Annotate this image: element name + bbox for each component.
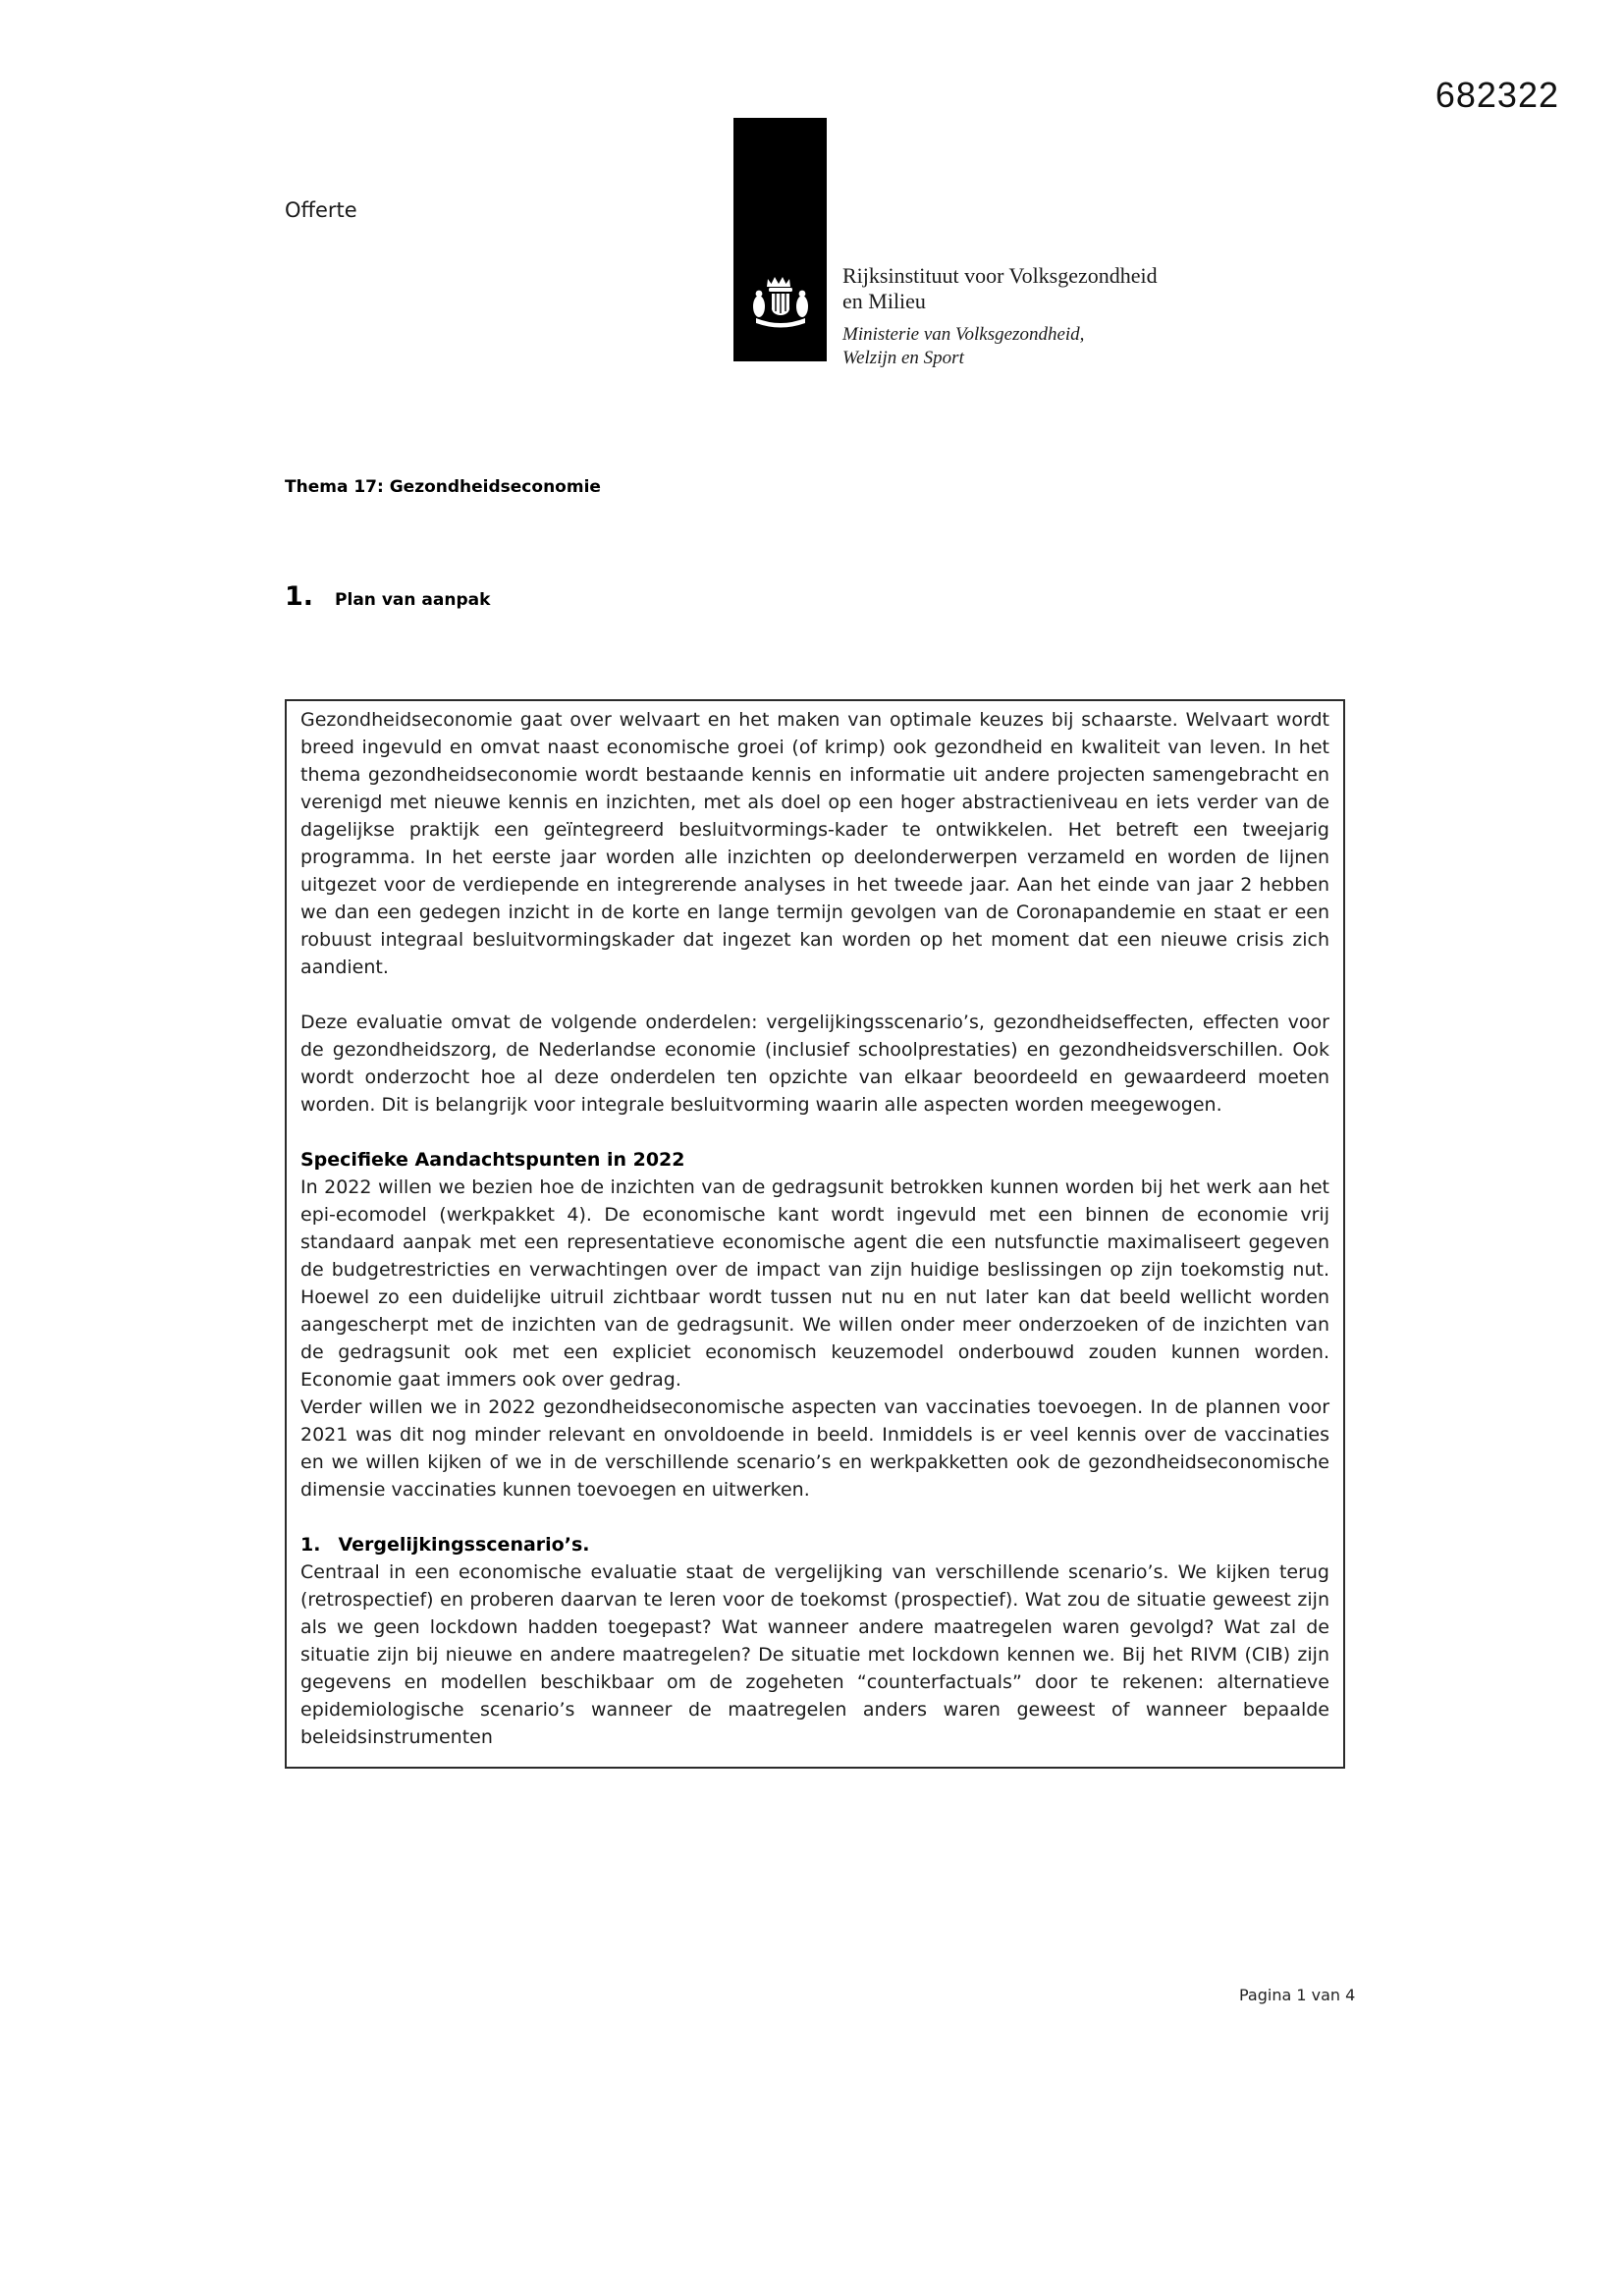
ministry-name-line2: Welzijn en Sport [842, 348, 964, 368]
body-paragraph-evaluatie: Deze evaluatie omvat de volgende onderdelen: vergelijkingsscenario’s, gezondheidseffecten, effecten voor de gezondheidszorg, de Nederlandse economie (inclusief schoolprestaties) en gezondheidsverschillen. Ook wordt onderzocht hoe al deze onderdelen ten opzichte van elkaar beoordeeld en gewaardeerd moeten worden. Dit is belangrijk voor integrale besluitvorming waarin alle aspecten worden meegewogen. [300, 1011, 1329, 1116]
rijksoverheid-logo-bar [733, 118, 827, 361]
ministry-name-line1: Ministerie van Volksgezondheid, [842, 324, 1085, 345]
subheading-aandachtspunten: Specifieke Aandachtspunten in 2022 [300, 1149, 685, 1171]
subheading-number: 1. [300, 1534, 321, 1556]
logo-text [827, 118, 1158, 370]
subheading-vergelijkingsscenarios [300, 1531, 1329, 1558]
rivm-logo [733, 118, 1158, 370]
org-name-line1: Rijksinstituut voor Volksgezondheid [842, 263, 1158, 288]
body-paragraph-scenarios: Centraal in een economische evaluatie staat de vergelijking van verschillende scenario’s. We kijken terug (retrospectief) en proberen daarvan te leren voor de toekomst (prospectief). Wat zou de situatie geweest zijn als we geen lockdown hadden toegepast? Wat wanneer andere maatregelen waren gevolgd? Wat zal de situatie zijn bij nieuwe en andere maatregelen? De situatie met lockdown kennen we. Bij het RIVM (CIB) zijn gegevens en modellen beschikbaar om de zogeheten “counterfactuals” door te rekenen: alternatieve epidemiologische scenario’s wanneer de maatregelen anders waren geweest of wanneer bepaalde beleidsinstrumenten [300, 1561, 1329, 1748]
section-number: 1. [285, 581, 314, 612]
body-paragraph-gedragsunit: In 2022 willen we bezien hoe de inzichten van de gedragsunit betrokken kunnen worden bij het werk aan het epi-ecomodel (werkpakket 4). De economische kant wordt ingevuld met een binnen de economie vrij standaard aanpak met een representatieve economische agent die een nutsfunctie maximaliseert gegeven de budgetrestricties en verwachtingen over de impact van zijn huidige beslissingen op zijn toekomstig nut. Hoewel zo een duidelijke uitruil zichtbaar wordt tussen nut nu en nut later kan dat beeld wellicht worden aangescherpt met de inzichten van de gedragsunit. We willen onder meer onderzoeken of de inzichten van de gedragsunit ook met een expliciet economisch keuzemodel onderbouwd zouden kunnen worden. Economie gaat immers ook over gedrag. [300, 1176, 1329, 1391]
body-paragraph-vaccinaties: Verder willen we in 2022 gezondheidseconomische aspecten van vaccinaties toevoegen. In de plannen voor 2021 was dit nog minder relevant en onvoldoende in beeld. Inmiddels is er veel kennis over de vaccinaties en we willen kijken of we in de verschillende scenario’s en werkpakketten ook de gezondheidseconomische dimensie vaccinaties kunnen toevoegen en uitwerken. [300, 1396, 1329, 1501]
body-paragraph-intro: Gezondheidseconomie gaat over welvaart en het maken van optimale keuzes bij schaarste. Welvaart wordt breed ingevuld en omvat naast economische groei (of krimp) ook gezondheid en kwaliteit van leven. In het thema gezondheidseconomie wordt bestaande kennis en informatie uit andere projecten samengebracht en verenigd met nieuwe kennis en inzichten, met als doel op een hoger abstractieniveau en iets verder van de dagelijkse praktijk een geïntegreerd besluitvormings-kader te ontwikkelen. Het betreft een tweejarig programma. In het eerste jaar worden alle inzichten op deelonderwerpen verzameld en worden de lijnen uitgezet voor de verdiepende en integrerende analyses in het tweede jaar. Aan het einde van jaar 2 hebben we dan een gedegen inzicht in de korte en lange termijn gevolgen van de Coronapandemie en staat er een robuust integraal besluitvormingskader dat ingezet kan worden op het moment dat een nieuwe crisis zich aandient. [300, 709, 1329, 978]
org-name-line2: en Milieu [842, 289, 926, 313]
document-number: 682322 [1435, 75, 1559, 115]
coat-of-arms-icon [750, 273, 811, 342]
subheading-title: Vergelijkingsscenario’s. [338, 1534, 590, 1556]
section-title: Plan van aanpak [335, 590, 491, 610]
theme-heading: Thema 17: Gezondheidseconomie [285, 477, 601, 497]
page-footer: Pagina 1 van 4 [1239, 1986, 1356, 2004]
section-heading [285, 581, 490, 612]
document-type-label: Offerte [285, 198, 357, 222]
content-box [285, 699, 1345, 1769]
